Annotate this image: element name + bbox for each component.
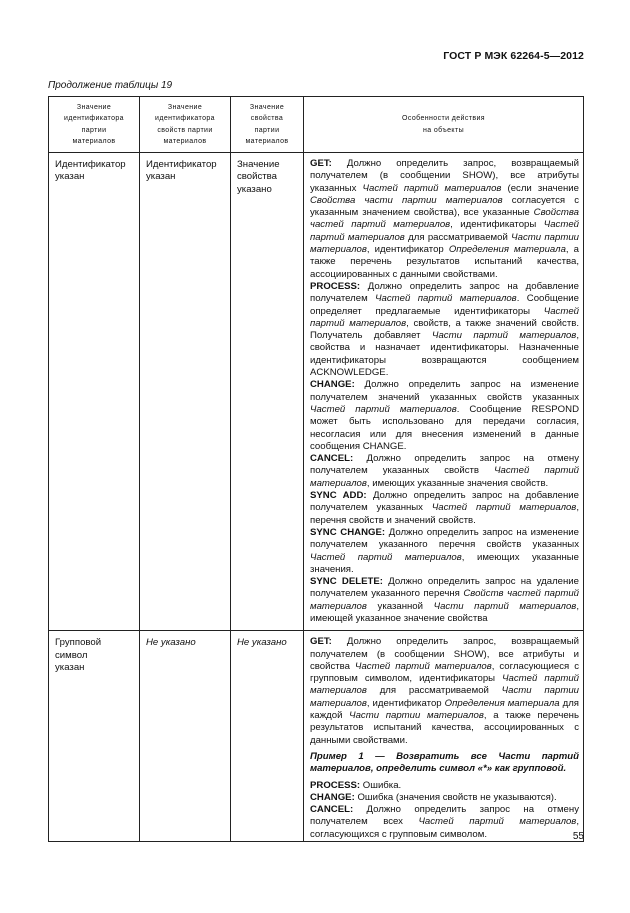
text-run: , идентификатор <box>366 244 449 256</box>
text-run: Пример 1 — Возвратить все Части партий материалов, определить символ «*» как групповой. <box>310 750 579 775</box>
term-italic: Частей партий материалов <box>418 816 577 828</box>
header-line: партии <box>254 126 280 134</box>
text-run: , имеющих указанные значения свойств. <box>366 477 549 489</box>
text-run: для рассматриваемой <box>366 685 502 697</box>
term-italic: Части партий материалов <box>433 600 577 612</box>
term-italic: Частей партий материалов <box>354 660 492 672</box>
header-line: идентификатора <box>64 115 124 122</box>
text-run: указанной <box>366 600 434 612</box>
text-run: , а также перечень результатов испытаний качества, ассоциированных с данными свойствами. <box>310 710 579 746</box>
term-italic: Части партий материалов <box>431 330 577 342</box>
action-keyword: GET: <box>310 636 332 648</box>
text-run: Должно определить запрос на изменение получателем указанного перечня свойств указанных <box>310 526 579 551</box>
term-italic: Частей партий материалов <box>375 293 517 305</box>
header-line: свойств партии <box>157 126 213 134</box>
cell-property-value <box>231 153 304 631</box>
header-line: Значение <box>167 103 203 111</box>
action-keyword: CANCEL: <box>310 453 354 465</box>
term-italic: Частей партий материалов <box>310 219 579 243</box>
text-run: Должно определить запрос на добавление получателем указанных <box>310 490 579 514</box>
text-run: , а также перечень результатов испытаний качества, ассоциированных с данными свойствами. <box>310 244 579 280</box>
action-paragraph <box>310 158 579 281</box>
action-paragraph <box>310 527 579 576</box>
text-run: Должно определить запрос на удаление получателем указанного перечня <box>310 576 579 600</box>
cell-lot-id <box>49 631 140 842</box>
header-line: партии <box>81 126 107 134</box>
cell-action-description <box>304 153 584 631</box>
term-italic: Частей партий материалов <box>310 465 579 489</box>
text-run: , согласующиеся с групповым символом, идентификаторы <box>310 660 580 685</box>
term-italic: Частей партий материалов <box>362 182 502 194</box>
header-line: Значение <box>249 103 285 111</box>
term-italic: Частей партий материалов <box>310 673 579 697</box>
text-run: , имеющей указанное значение свойства <box>310 600 579 624</box>
header-line: свойства <box>250 115 284 122</box>
table-caption: Продолжение таблицы 19 <box>48 80 173 91</box>
text-run: Должно определить запрос, возвращаемый получателем (в сообщении SHOW), все атрибуты указанных <box>310 158 579 194</box>
cell-line: Не указано <box>237 637 287 649</box>
cell-line: Идентификатор <box>55 159 126 170</box>
text-run: Должно определить запрос на отмену получателем всех <box>310 804 579 828</box>
text-run: , идентификаторы <box>450 219 544 231</box>
action-keyword: CHANGE: <box>310 791 355 803</box>
cell-lot-id <box>49 153 140 631</box>
term-italic: Свойств частей партий материалов <box>310 588 580 612</box>
example-note <box>310 751 579 776</box>
header-action-features <box>304 97 584 153</box>
header-line: материалов <box>245 138 289 145</box>
text-run: согласуется с указанным значением свойства), все указанные <box>310 194 579 219</box>
text-run: , идентификатор <box>366 697 445 709</box>
action-paragraph <box>310 804 579 841</box>
header-sublot-property-id <box>140 97 231 153</box>
action-keyword: SYNC DELETE: <box>310 576 383 588</box>
cell-line: Не указано <box>146 637 196 649</box>
action-paragraph <box>310 636 579 747</box>
text-run: для рассматриваемой <box>404 231 512 243</box>
action-keyword: CANCEL: <box>310 804 354 816</box>
cell-line: символ <box>55 649 88 661</box>
cell-property-id <box>140 631 231 842</box>
text-run: , согласующихся с групповым символом. <box>310 816 579 840</box>
action-keyword: CHANGE: <box>310 379 355 391</box>
text-run: . Сообщение определяет предлагаемые идентификаторы <box>310 293 579 317</box>
term-italic: Частей партий материалов <box>310 403 457 415</box>
header-line: материалов <box>163 138 207 145</box>
header-line: идентификатора <box>155 115 215 122</box>
text-run: для каждой <box>310 697 579 722</box>
cell-line: Значение <box>237 159 280 170</box>
table-header-row <box>49 97 584 153</box>
table-row <box>49 153 584 631</box>
cell-line: Групповой <box>55 637 102 649</box>
text-run: , имеющих указанные значения. <box>310 551 579 575</box>
term-italic: Определения материала <box>444 697 560 709</box>
term-italic: Свойства части партии материалов <box>310 194 503 206</box>
term-italic: Части партии материалов <box>349 710 484 722</box>
action-paragraph <box>310 281 579 379</box>
cell-line: указан <box>55 171 85 183</box>
header-lot-id <box>49 97 140 153</box>
header-line: Особенности действия <box>402 115 485 122</box>
action-keyword: GET: <box>310 158 332 169</box>
action-paragraph <box>310 490 579 527</box>
text-run: Должно определить запрос на добавление получателем <box>310 280 579 305</box>
text-run: , перечня свойств и значений свойств. <box>310 502 579 526</box>
term-italic: Частей партий материалов <box>310 305 579 329</box>
standard-designation: ГОСТ Р МЭК 62264-5—2012 <box>443 50 584 62</box>
term-italic: Определения материала <box>448 244 566 256</box>
text-run: . Сообщение RESPOND может быть использовано для передачи согласия, несогласия или для внесения изменений в данные сообщения CHANGE. <box>310 403 579 452</box>
term-italic: Частей партий материалов <box>431 502 577 514</box>
action-paragraph <box>310 453 579 490</box>
text-run: Должно определить запрос на отмену получателем указанных свойств <box>310 453 579 477</box>
cell-line: свойства <box>237 171 277 183</box>
text-run: Ошибка (значения свойств не указываются). <box>354 791 557 803</box>
cell-line: Идентификатор <box>146 159 217 170</box>
action-paragraph <box>310 792 579 804</box>
term-italic: Свойства частей партий материалов <box>310 207 579 231</box>
text-run: (если значение <box>501 182 580 194</box>
text-run: , свойства и назначает идентификаторы. Назначенные идентификаторы возвращаются сообщением ACKNOWLEDGE. <box>310 330 579 379</box>
cell-action-description <box>304 631 584 842</box>
cell-property-value <box>231 631 304 842</box>
action-keyword: SYNC ADD: <box>310 490 367 502</box>
cell-property-id <box>140 153 231 631</box>
cell-line: указан <box>146 171 176 183</box>
action-paragraph <box>310 576 579 625</box>
term-italic: Части партии материалов <box>310 231 579 256</box>
action-paragraph <box>310 780 579 792</box>
cell-line: указан <box>55 661 85 673</box>
header-property-value <box>231 97 304 153</box>
action-keyword: PROCESS: <box>310 779 361 791</box>
action-keyword: PROCESS: <box>310 280 361 292</box>
text-run: Должно определить запрос на изменение получателем значений указанных свойств указанных <box>310 379 579 403</box>
cell-line: указано <box>237 183 272 195</box>
text-run: Ошибка. <box>360 779 402 791</box>
term-italic: Части партии материалов <box>310 685 579 709</box>
action-paragraph <box>310 379 579 453</box>
table-19 <box>48 96 584 842</box>
text-run: Должно определить запрос, возвращаемый получателем (в сообщении SHOW), все атрибуты и свойства <box>310 636 579 672</box>
term-italic: Частей партий материалов <box>310 551 462 563</box>
page-number: 55 <box>572 831 584 842</box>
header-line: Значение <box>76 103 112 111</box>
header-line: материалов <box>72 138 116 145</box>
text-run: , свойств, а также значений свойств. Получатель добавляет <box>310 317 579 342</box>
table-row <box>49 631 584 842</box>
header-line: на объекты <box>422 126 465 134</box>
action-keyword: SYNC CHANGE: <box>310 526 386 538</box>
